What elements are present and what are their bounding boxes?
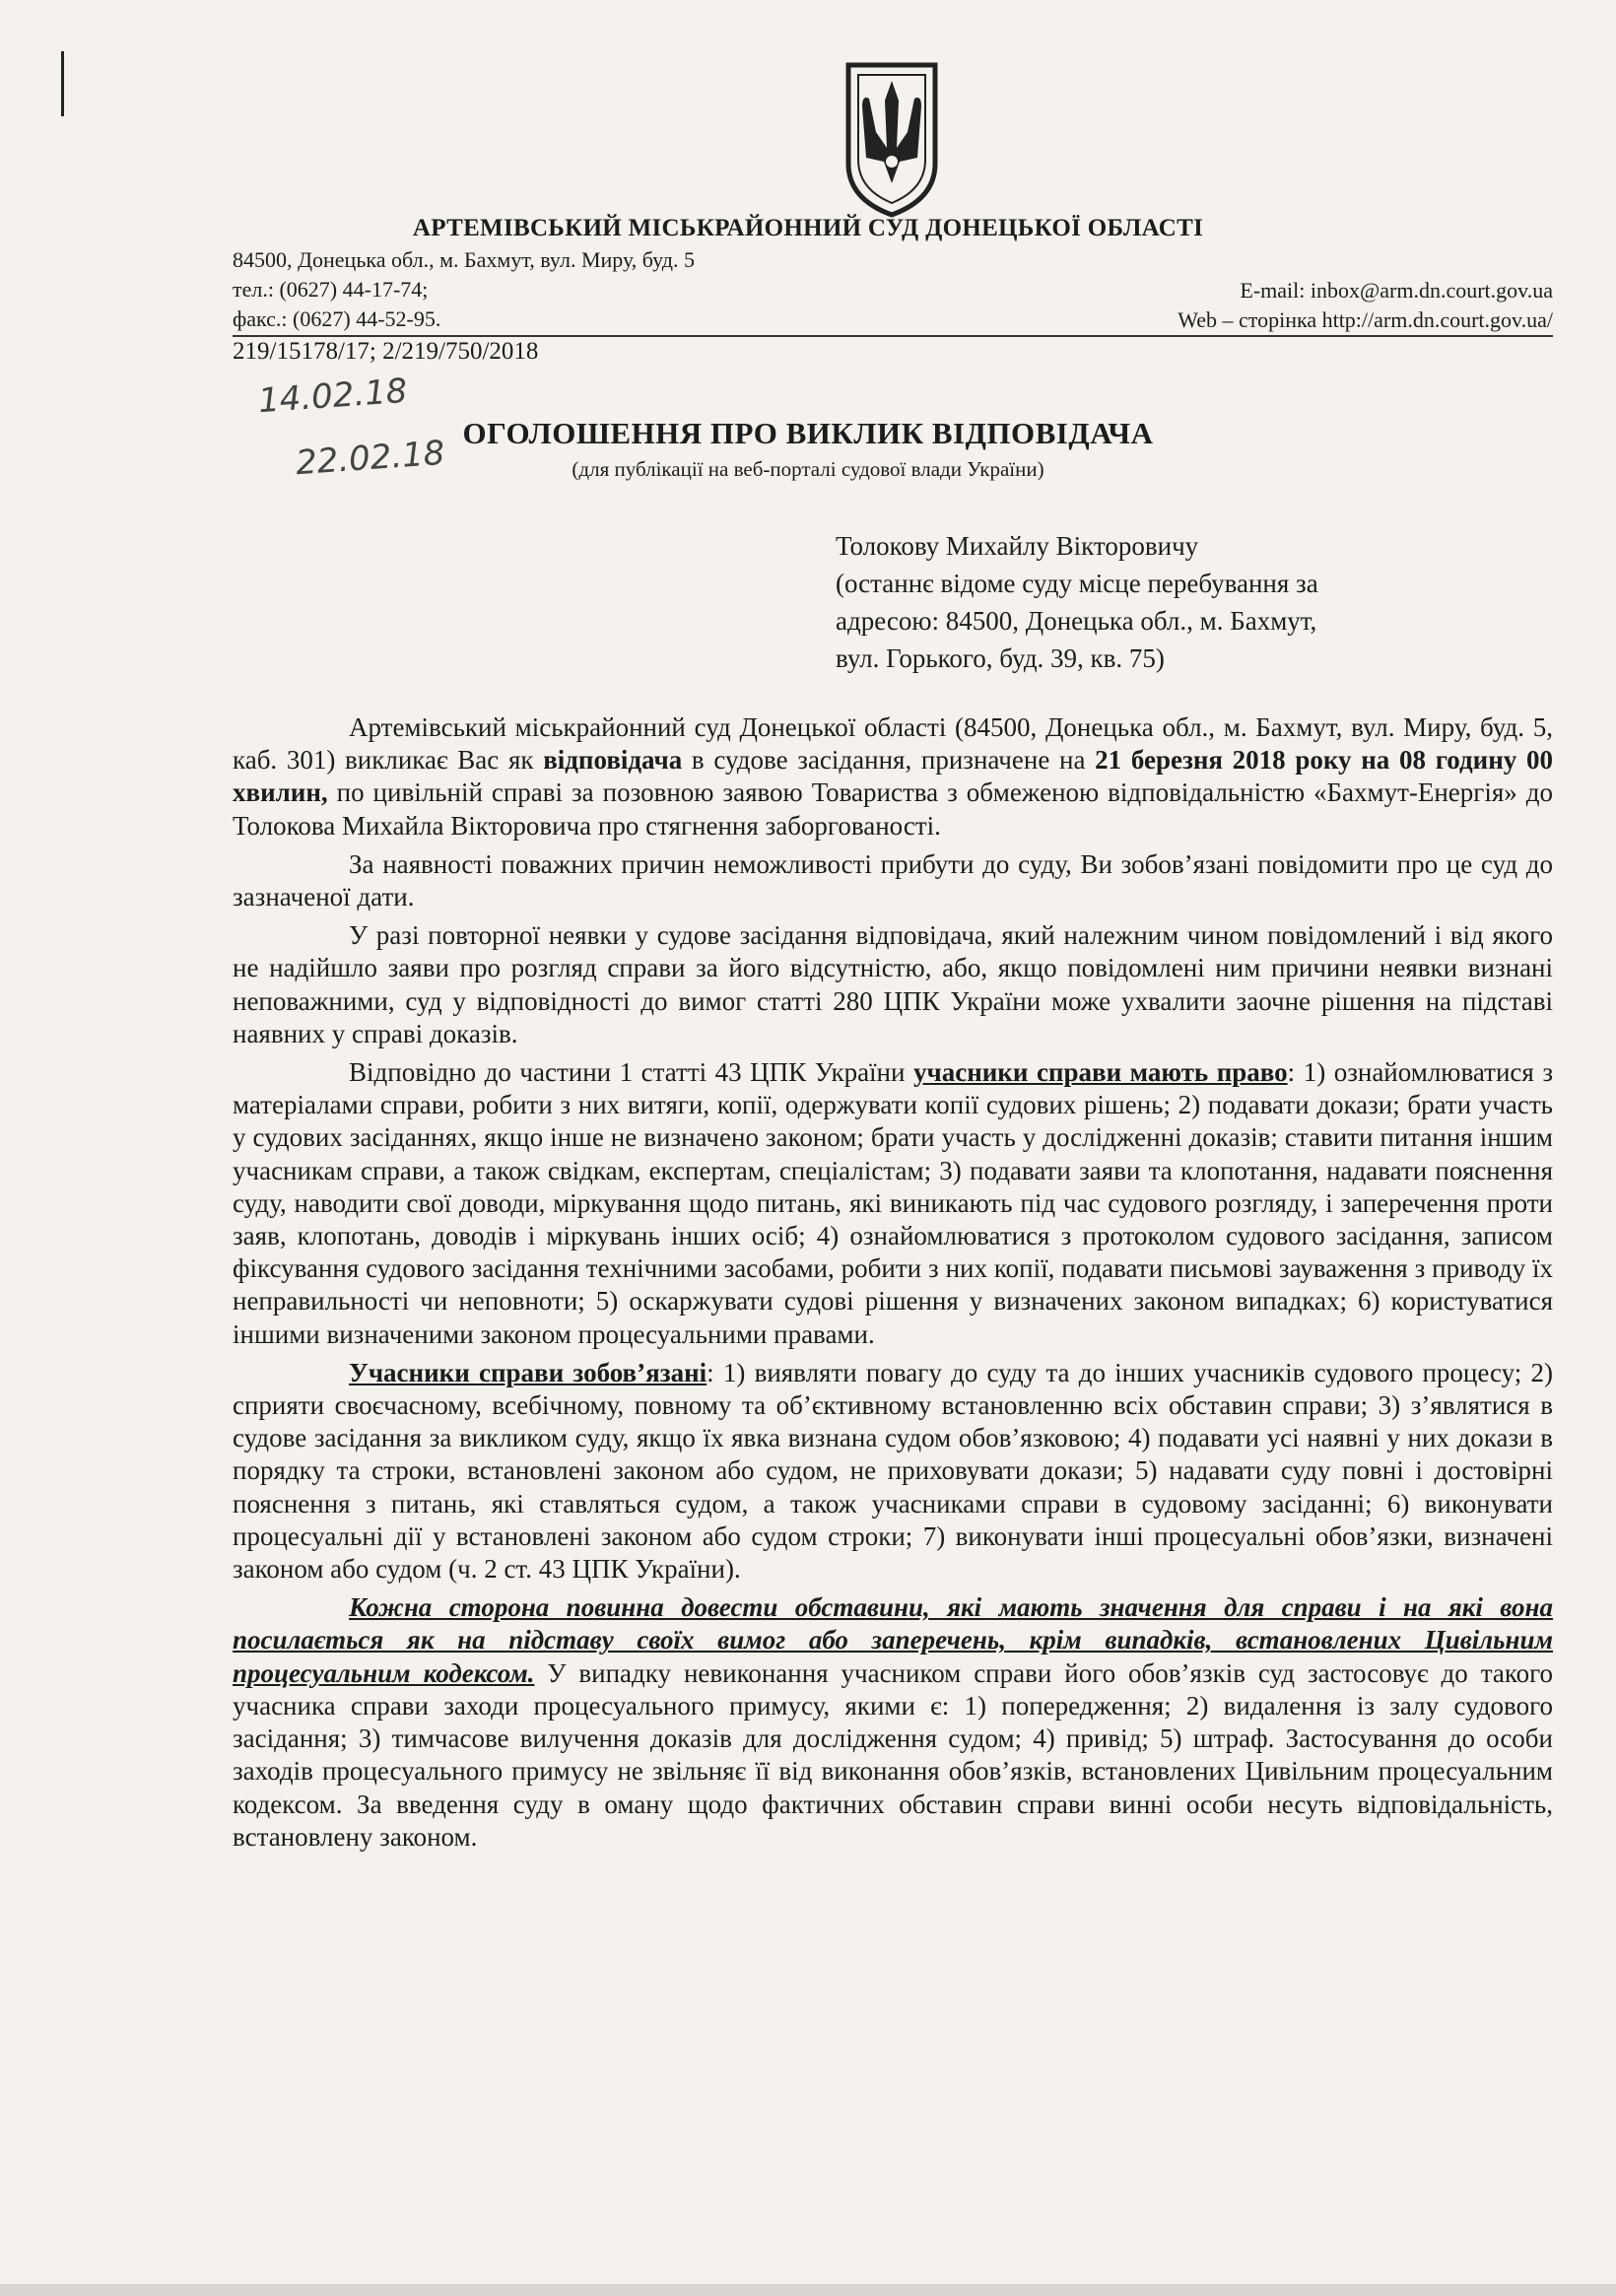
notice-body (233, 711, 1553, 1859)
case-number: 219/15178/17; 2/219/750/2018 (233, 338, 539, 365)
court-email: E-mail: inbox@arm.dn.court.gov.ua (1240, 278, 1553, 303)
handwritten-date-1: 14.02.18 (256, 371, 409, 422)
paragraph-rights: Відповідно до частини 1 статті 43 ЦПК України учасники справи мають право: 1) ознайомлюватися з матеріалами справи, робити з них витяги, копії, одержувати копії судових рішень; 2) подавати докази; брати участь у судових засіданнях, якщо інше не визначено законом; брати участь у дослідженні доказів; ставити питання іншим учасникам справи, а також свідкам, експертам, спеціалістам; 3) подавати заяви та клопотання, надавати пояснення суду, наводити свої доводи, міркування щодо питань, які виникають під час судового розгляду, і заперечення проти заяв, клопотань, доводів і міркувань інших осіб; 4) ознайомлюватися з протоколом судового засідання, записом фіксування судового засідання технічними засобами, робити з них копії, подавати письмові зауваження з приводу їх неправильності чи неповноти; 5) оскаржувати судові рішення у визначених законом випадках; 6) користуватися іншими визначеними законом процесуальними правами. (233, 1057, 1553, 1349)
header-divider (233, 335, 1553, 337)
hearing-datetime: 21 березня 2018 року на 08 годину 00 хвилин, (233, 745, 1553, 808)
burden-of-proof-emphasis: Кожна сторона повинна довести обставини, які мають значення для справи і на які вона посилається як на підставу своїх вимог або заперечень, крім випадків, встановлених Цивільним процесуальним кодексом. (233, 1592, 1553, 1688)
role-emphasis: відповідача (543, 745, 683, 776)
addressee-address-line: вул. Горького, буд. 39, кв. 75) (836, 643, 1165, 673)
addressee-address-line: адресою: 84500, Донецька обл., м. Бахмут, (836, 606, 1317, 636)
scan-edge (0, 2284, 1616, 2296)
court-contacts-right (1178, 276, 1553, 335)
paragraph-summons: Артемівський міськрайонний суд Донецької області (84500, Донецька обл., м. Бахмут, вул. Миру, буд. 5, каб. 301) викликає Вас як відповідача в судове засідання, призначене на 21 березня 2018 року на 08 годину 00 хвилин, по цивільній справі за позовною заявою Товариства з обмеженою відповідальністю «Бахмут-Енергія» до Толокова Михайла Вікторовича про стягнення заборгованості. (233, 712, 1553, 841)
rights-heading: учасники справи мають право (912, 1057, 1288, 1088)
margin-mark (61, 51, 64, 116)
court-contacts-left (233, 245, 695, 334)
paragraph-duties: Учасники справи зобов’язані: 1) виявляти повагу до суду та до інших учасників судового процесу; 2) сприяти своєчасному, всебічному, повному та об’єктивному встановленню всіх обставин справи; 3) з’являтися в судове засідання за викликом суду, якщо їх явка визнана судом обов’язковою; 4) подавати усі наявні у них докази в порядку та строки, встановлені законом або судом, не приховувати докази; 5) надавати суду повні і достовірні пояснення з питань, які ставляться судом, а також учасниками справи в судовому засіданні; 6) виконувати процесуальні дії у встановлені законом або судом строки; 7) виконувати інші процесуальні обов’язки, визначені законом або судом (ч. 2 ст. 43 ЦПК України). (233, 1357, 1554, 1585)
document-title: ОГОЛОШЕННЯ ПРО ВИКЛИК ВІДПОВІДАЧА (462, 416, 1154, 450)
addressee-name: Толокову Михайлу Вікторовичу (836, 531, 1199, 561)
coat-of-arms-icon (842, 61, 941, 219)
paragraph-burden-of-proof: Кожна сторона повинна довести обставини, які мають значення для справи і на які вона посилається як на підставу своїх вимог або заперечень, крім випадків, встановлених Цивільним процесуальним кодексом. У випадку невиконання учасником справи його обов’язків суд застосовує до такого учасника справи заходи процесуального примусу, якими є: 1) попередження; 2) видалення із залу судового засідання; 3) тимчасове вилучення доказів для дослідження судом; 4) привід; 5) штраф. Застосування до особи заходів процесуального примусу не звільняє її від виконання обов’язків, встановлених Цивільним процесуальним кодексом. За введення суду в оману щодо фактичних обставин справи винні особи несуть відповідальність, встановлену законом. (233, 1592, 1553, 1852)
duties-heading: Учасники справи зобов’язані (349, 1357, 707, 1387)
court-address: 84500, Донецька обл., м. Бахмут, вул. Миру, буд. 5 (233, 247, 695, 272)
paragraph-notify: За наявності поважних причин неможливості прибути до суду, Ви зобов’язані повідомити про це суд до зазначеної дати. (233, 848, 1553, 912)
court-phone: тел.: (0627) 44-17-74; (233, 277, 429, 302)
court-website: Web – сторінка http://arm.dn.court.gov.ua/ (1178, 307, 1553, 332)
addressee-address-line: (останнє відоме суду місце перебування за (836, 569, 1318, 598)
court-fax: факс.: (0627) 44-52-95. (233, 306, 441, 331)
handwritten-date-2: 22.02.18 (294, 433, 446, 484)
court-name: АРТЕМІВСЬКИЙ МІСЬКРАЙОННИЙ СУД ДОНЕЦЬКОЇ ОБЛАСТІ (412, 215, 1204, 241)
document-subtitle: (для публікації на веб-порталі судової влади України) (572, 457, 1044, 481)
paragraph-default-judgment: У разі повторної неявки у судове засідання відповідача, який належним чином повідомлений і від якого не надійшло заяви про розгляд справи за його відсутністю, або, якщо повідомлені ним причини неявки визнані неповажними, суд у відповідності до вимог статті 280 ЦПК України може ухвалити заочне рішення на підставі наявних у справі доказів. (233, 920, 1553, 1048)
addressee-block (836, 527, 1486, 677)
